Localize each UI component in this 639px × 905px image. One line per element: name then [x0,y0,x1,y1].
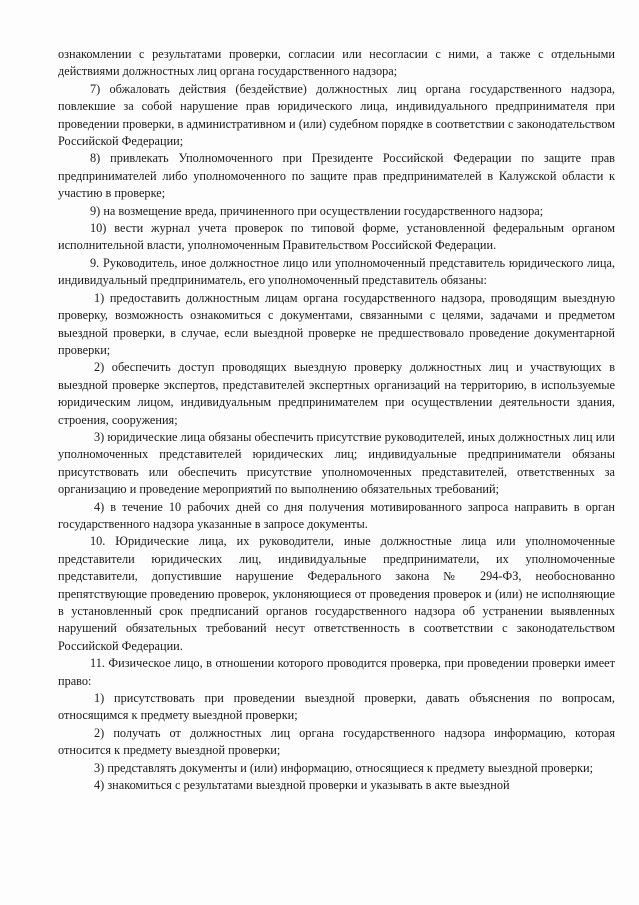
paragraph-right-3: 3) представлять документы и (или) информацию, относящиеся к предмету выездной проверки; [94,760,594,775]
paragraph-duty-2: 2) обеспечить доступ проводящих выездную проверку должностных лиц и участвующих в выездной проверке экспертов, представителей экспертных организаций на территорию, в используемые юридическим лицом, индивидуальным предпринимателем при осуществлении деятельности здания, строения, сооружения; [58,360,615,427]
paragraph-duty-3: 3) юридические лица обязаны обеспечить присутствие руководителей, иных должностных лиц или уполномоченных представителей юридических лиц; индивидуальные предприниматели обязаны присутствовать или обеспечить присутствие уполномоченных представителей, ответственных за организацию и проведение мероприятий по выполнению обязательных требований; [58,429,615,497]
paragraph-right-4: 4) знакомиться с результатами выездной проверки и указывать в акте выездной [94,778,510,793]
paragraph-section-10: 10. Юридические лица, их руководители, иные должностные лица или уполномоченные представители юридических лиц, индивидуальные предприниматели, их уполномоченные представители, допустившие нарушение Федерального закона № 294-ФЗ, необоснованно препятствующие проведению проверок, уклоняющиеся от проведения проверок и (или) не исполняющие в установленный срок предписаний органов государственного надзора об устранении выявленных нарушений обязательных требований несут ответственность в соответствии с законодательством Российской Федерации. [58,534,615,653]
paragraph-section-11: 11. Физическое лицо, в отношении которого проводится проверка, при проведении проверки имеет право: [58,656,615,688]
paragraph-duty-1: 1) предоставить должностным лицам органа государственного надзора, проводящим выездную проверку, возможность ознакомиться с документами, связанными с целями, задачами и предметом выездной проверки, в случае, если выездной проверке не предшествовало проведение документарной проверки; [58,290,615,357]
paragraph-right-2: 2) получать от должностных лиц органа государственного надзора информацию, которая относится к предмету выездной проверки; [58,725,615,758]
paragraph-item-7: 7) обжаловать действия (бездействие) должностных лиц органа государственного надзора, повлекшие за собой нарушение прав юридического лица, индивидуального предпринимателя при проведении проверки, в административном и (или) судебном порядке в соответствии с законодательством Российской Федерации; [58,81,615,149]
paragraph-right-1: 1) присутствовать при проведении выездной проверки, давать объяснения по вопросам, относящимся к предмету выездной проверки; [58,691,615,723]
paragraph-duty-4: 4) в течение 10 рабочих дней со дня получения мотивированного запроса направить в орган государственного надзора указанные в запросе документы. [58,499,615,531]
paragraph-continuation: ознакомлении с результатами проверки, согласии или несогласии с ними, а также с отдельными действиями должностных лиц органа государственного надзора; [58,47,615,79]
paragraph-item-10: 10) вести журнал учета проверок по типовой форме, установленной федеральным органом исполнительной власти, уполномоченным Правительством Российской Федерации. [58,221,615,253]
paragraph-item-9: 9) на возмещение вреда, причиненного при осуществлении государственного надзора; [90,203,544,218]
paragraph-section-9: 9. Руководитель, иное должностное лицо или уполномоченный представитель юридического лица, индивидуальный предприниматель, его уполномоченный представитель обязаны: [58,255,615,288]
paragraph-item-8: 8) привлекать Уполномоченного при Президенте Российской Федерации по защите прав предпринимателей либо уполномоченного по защите прав предпринимателей в Калужской области к участию в проверке; [58,151,615,201]
